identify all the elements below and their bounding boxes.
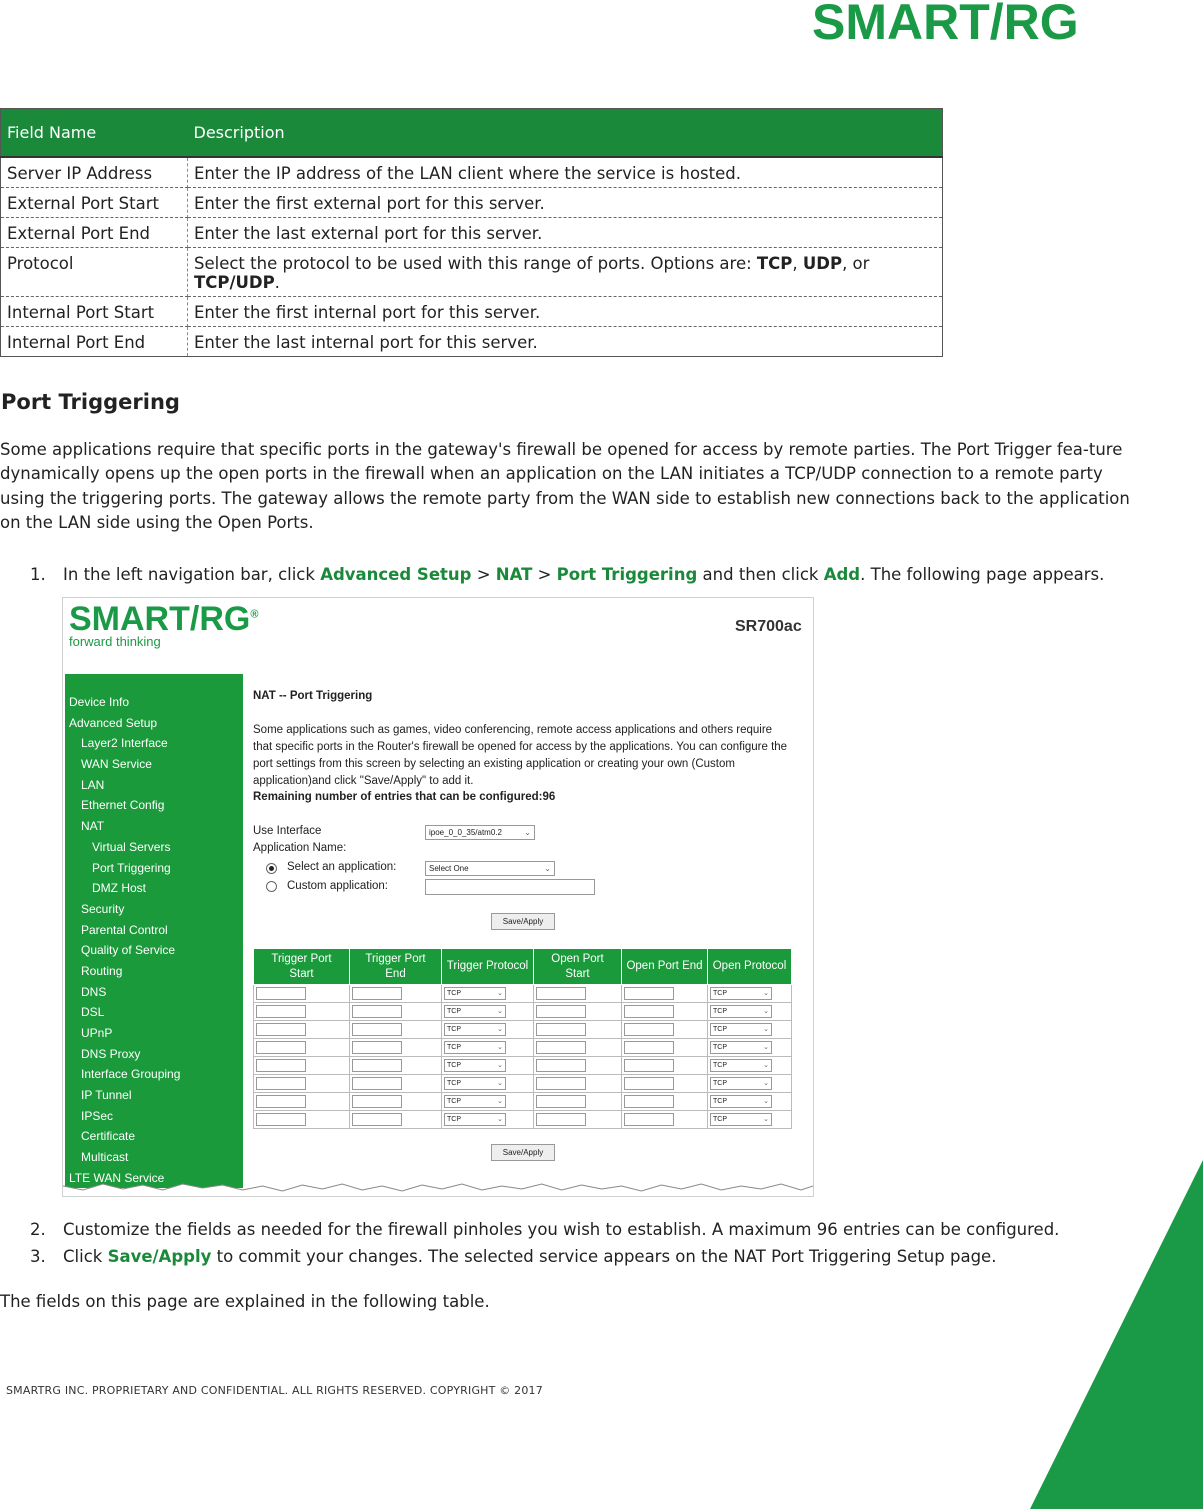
- trigger-cell: [350, 1003, 442, 1021]
- protocol-select[interactable]: [444, 1113, 506, 1126]
- trigger-cell: [534, 1057, 622, 1075]
- port-input[interactable]: [256, 1113, 306, 1126]
- protocol-value: TCP: [447, 990, 461, 997]
- protocol-select[interactable]: [444, 987, 506, 1000]
- trigger-cell: [254, 1111, 350, 1129]
- port-input[interactable]: [256, 1077, 306, 1090]
- chevron-down-icon: ⌄: [763, 1116, 769, 1123]
- trigger-cell: [254, 1003, 350, 1021]
- protocol-value: TCP: [447, 1008, 461, 1015]
- trigger-table-row: [254, 1003, 792, 1021]
- trigger-table-row: [254, 1039, 792, 1057]
- port-input[interactable]: [256, 1041, 306, 1054]
- use-interface-select[interactable]: [425, 825, 535, 840]
- nav-item[interactable]: DNS: [81, 984, 107, 999]
- nav-item[interactable]: DMZ Host: [92, 881, 146, 896]
- port-input[interactable]: [536, 1041, 586, 1054]
- protocol-value: TCP: [713, 990, 727, 997]
- trigger-col-header: Open Protocol: [708, 949, 792, 985]
- trigger-table-row: [254, 985, 792, 1003]
- trigger-col-header: Open Port Start: [534, 949, 622, 985]
- port-input[interactable]: [256, 1023, 306, 1036]
- trigger-cell: [442, 1057, 534, 1075]
- trigger-cell: [350, 1093, 442, 1111]
- chevron-down-icon: ⌄: [497, 1080, 503, 1087]
- nav-item[interactable]: Device Info: [69, 695, 130, 709]
- table-header-row: [1, 109, 943, 157]
- chevron-down-icon: ⌄: [497, 1008, 503, 1015]
- trigger-table-row: [254, 1021, 792, 1039]
- router-page-title: NAT -- Port Triggering: [253, 690, 373, 702]
- port-input[interactable]: [536, 1059, 586, 1072]
- port-input[interactable]: [352, 1077, 402, 1090]
- separator: >: [471, 565, 496, 584]
- port-input[interactable]: [624, 1023, 674, 1036]
- custom-app-radio[interactable]: [266, 881, 277, 892]
- step-1: [30, 565, 1104, 585]
- protocol-value: TCP: [713, 1080, 727, 1087]
- brand-logo: SMART/RG: [812, 0, 1079, 50]
- port-input[interactable]: [624, 1095, 674, 1108]
- trigger-cell: [350, 985, 442, 1003]
- option-tcp: TCP: [756, 253, 793, 273]
- protocol-value: TCP: [713, 1116, 727, 1123]
- nav-item[interactable]: Routing: [81, 963, 123, 978]
- trigger-cell: [708, 1057, 792, 1075]
- step-text: to commit your changes. The selected service appears on the NAT Port Triggering Setup page.: [211, 1247, 997, 1266]
- port-input[interactable]: [536, 1095, 586, 1108]
- trigger-cell: [708, 1111, 792, 1129]
- trigger-cell: [254, 1075, 350, 1093]
- use-interface-label: Use Interface: [253, 825, 322, 837]
- port-input[interactable]: [624, 1113, 674, 1126]
- nav-item[interactable]: DSL: [81, 1005, 105, 1020]
- table-row: [1, 157, 943, 188]
- table-row: [1, 187, 943, 217]
- trigger-cell: [622, 1021, 708, 1039]
- separator: ,: [792, 253, 803, 273]
- trigger-cell: [442, 1093, 534, 1111]
- nav-item[interactable]: IP Tunnel: [81, 1088, 132, 1103]
- nav-item[interactable]: Security: [81, 901, 125, 916]
- section-paragraph: Some applications require that specific ports in the gateway's firewall be opened for access by remote parties. The Port Trigger fea-ture dynamically opens up the open ports in the firewall when an application on the LAN initiates a TCP/UDP connection to a remote party using the triggering ports. The gateway allows the remote party from the WAN side to establish new connections back to the application on the LAN side using the Open Ports.: [0, 440, 1130, 533]
- nav-item[interactable]: Certificate: [81, 1129, 136, 1144]
- nav-item[interactable]: Multicast: [81, 1150, 129, 1165]
- option-tcp-udp: TCP/UDP: [194, 272, 275, 292]
- router-nav: [65, 674, 243, 1188]
- field-desc-cell: Enter the last external port for this server.: [188, 217, 943, 247]
- select-app-radio[interactable]: [266, 863, 277, 874]
- table-row: [1, 217, 943, 247]
- port-input[interactable]: [536, 1113, 586, 1126]
- field-description-table: [0, 108, 943, 357]
- step-3: [30, 1247, 996, 1267]
- nav-item[interactable]: Virtual Servers: [92, 839, 171, 854]
- field-desc-cell: Enter the last internal port for this server.: [194, 332, 538, 352]
- trigger-cell: [534, 1003, 622, 1021]
- step-text: . The following page appears.: [860, 565, 1105, 584]
- protocol-select[interactable]: [710, 987, 772, 1000]
- chevron-down-icon: ⌄: [763, 1026, 769, 1033]
- field-name-cell: External Port Start: [1, 187, 188, 217]
- trigger-col-header: Trigger Protocol: [442, 949, 534, 985]
- chevron-down-icon: ⌄: [763, 1080, 769, 1087]
- port-input[interactable]: [536, 1077, 586, 1090]
- chevron-down-icon: ⌄: [497, 1026, 503, 1033]
- trigger-cell: [350, 1057, 442, 1075]
- table-row: [1, 296, 943, 326]
- nav-item[interactable]: Layer2 Interface: [81, 736, 168, 751]
- column-header-field-name: Field Name: [1, 109, 188, 157]
- trigger-table-row: [254, 1093, 792, 1111]
- protocol-select[interactable]: [710, 1095, 772, 1108]
- select-app-dropdown[interactable]: [425, 861, 555, 876]
- trigger-cell: [622, 1093, 708, 1111]
- port-input[interactable]: [256, 1005, 306, 1018]
- trigger-header-row: [254, 949, 792, 985]
- trigger-cell: [534, 1111, 622, 1129]
- port-input[interactable]: [624, 1005, 674, 1018]
- protocol-value: TCP: [447, 1044, 461, 1051]
- select-app-label: Select an application:: [287, 861, 397, 873]
- remaining-entries: Remaining number of entries that can be configured:96: [253, 791, 556, 803]
- trigger-cell: [622, 1057, 708, 1075]
- port-input[interactable]: [352, 1095, 402, 1108]
- port-input[interactable]: [536, 1023, 586, 1036]
- closing-sentence: The fields on this page are explained in the following table.: [0, 1292, 490, 1311]
- nav-item[interactable]: UPnP: [81, 1026, 113, 1040]
- trigger-cell: [350, 1111, 442, 1129]
- save-apply-button-bottom[interactable]: Save/Apply: [491, 1144, 555, 1161]
- nav-item[interactable]: Parental Control: [81, 922, 168, 937]
- protocol-value: TCP: [447, 1062, 461, 1069]
- protocol-select[interactable]: [710, 1059, 772, 1072]
- chevron-down-icon: ⌄: [497, 1044, 503, 1051]
- nav-item[interactable]: Port Triggering: [92, 860, 171, 875]
- nav-item[interactable]: Interface Grouping: [81, 1067, 181, 1082]
- table-row: [1, 326, 943, 356]
- chevron-down-icon: ⌄: [763, 1044, 769, 1051]
- registered-mark: ®: [250, 608, 259, 621]
- field-name-cell: Server IP Address: [1, 157, 188, 188]
- port-input[interactable]: [352, 1023, 402, 1036]
- field-desc-cell: Enter the first external port for this server.: [188, 187, 943, 217]
- nav-item[interactable]: Ethernet Config: [81, 798, 165, 813]
- trigger-col-header: Trigger Port End: [350, 949, 442, 985]
- chevron-down-icon: ⌄: [763, 990, 769, 997]
- port-input[interactable]: [352, 1113, 402, 1126]
- chevron-down-icon: ⌄: [497, 1062, 503, 1069]
- port-input[interactable]: [352, 1059, 402, 1072]
- save-apply-button-top[interactable]: Save/Apply: [491, 913, 555, 930]
- port-input[interactable]: [352, 987, 402, 1000]
- link-nat[interactable]: NAT: [495, 565, 533, 584]
- nav-item[interactable]: Quality of Service: [81, 943, 176, 958]
- port-trigger-table: [253, 948, 792, 1129]
- port-input[interactable]: [536, 1005, 586, 1018]
- app-name-label: Application Name:: [253, 842, 347, 854]
- protocol-value: TCP: [447, 1026, 461, 1033]
- link-port-triggering[interactable]: Port Triggering: [556, 565, 698, 584]
- protocol-select[interactable]: [710, 1077, 772, 1090]
- step-number: 3.: [30, 1247, 46, 1266]
- trigger-cell: [622, 1039, 708, 1057]
- port-input[interactable]: [256, 987, 306, 1000]
- chevron-down-icon: ⌄: [763, 1098, 769, 1105]
- trigger-cell: [350, 1075, 442, 1093]
- separator: , or: [842, 253, 870, 273]
- table-row: [1, 247, 943, 296]
- protocol-select[interactable]: [444, 1077, 506, 1090]
- use-interface-value: ipoe_0_0_35/atm0.2: [429, 828, 502, 837]
- trigger-table-body: [254, 985, 792, 1129]
- nav-item[interactable]: IPSec: [81, 1108, 114, 1123]
- port-input[interactable]: [624, 1077, 674, 1090]
- chevron-down-icon: ⌄: [763, 1062, 769, 1069]
- trigger-cell: [442, 1021, 534, 1039]
- port-input[interactable]: [352, 1041, 402, 1054]
- protocol-select[interactable]: [710, 1023, 772, 1036]
- protocol-value: TCP: [713, 1008, 727, 1015]
- trigger-cell: [442, 1075, 534, 1093]
- protocol-value: TCP: [713, 1026, 727, 1033]
- trigger-cell: [708, 985, 792, 1003]
- sentence-end: .: [274, 272, 280, 292]
- router-tagline: forward thinking: [69, 634, 161, 649]
- trigger-cell: [254, 1021, 350, 1039]
- chevron-down-icon: ⌄: [524, 828, 531, 837]
- protocol-select[interactable]: [710, 1113, 772, 1126]
- trigger-table-row: [254, 1075, 792, 1093]
- column-header-description: Description: [188, 109, 943, 157]
- port-input[interactable]: [624, 1041, 674, 1054]
- protocol-value: TCP: [447, 1116, 461, 1123]
- chevron-down-icon: ⌄: [497, 1098, 503, 1105]
- custom-app-label: Custom application:: [287, 880, 388, 892]
- trigger-cell: [534, 1093, 622, 1111]
- trigger-cell: [254, 1039, 350, 1057]
- select-app-value: Select One: [429, 864, 469, 873]
- trigger-col-header: Trigger Port Start: [254, 949, 350, 985]
- protocol-select[interactable]: [444, 1005, 506, 1018]
- port-input[interactable]: [624, 1059, 674, 1072]
- port-input[interactable]: [624, 987, 674, 1000]
- protocol-select[interactable]: [444, 1023, 506, 1036]
- protocol-select[interactable]: [710, 1005, 772, 1018]
- link-advanced-setup[interactable]: Advanced Setup: [320, 565, 472, 584]
- trigger-cell: [254, 985, 350, 1003]
- port-input[interactable]: [536, 987, 586, 1000]
- field-name-cell: Internal Port Start: [1, 296, 188, 326]
- trigger-cell: [534, 1021, 622, 1039]
- trigger-cell: [622, 1003, 708, 1021]
- trigger-cell: [534, 1075, 622, 1093]
- trigger-col-header: Open Port End: [622, 949, 708, 985]
- trigger-cell: [442, 985, 534, 1003]
- protocol-select[interactable]: [444, 1059, 506, 1072]
- step-text: Customize the fields as needed for the firewall pinholes you wish to establish. A maximum 96 entries can be configured.: [63, 1220, 1060, 1239]
- trigger-cell: [708, 1039, 792, 1057]
- router-logo-text: SMART/RG: [69, 600, 251, 638]
- link-save-apply[interactable]: Save/Apply: [107, 1247, 212, 1266]
- router-screenshot: [62, 597, 814, 1197]
- protocol-select[interactable]: [444, 1041, 506, 1054]
- field-desc-cell: Enter the first internal port for this server.: [188, 296, 943, 326]
- trigger-cell: [350, 1021, 442, 1039]
- step-2: [30, 1220, 1059, 1240]
- protocol-select[interactable]: [444, 1095, 506, 1108]
- step-number: 1.: [30, 565, 46, 584]
- protocol-desc-text: Select the protocol to be used with this range of ports. Options are:: [194, 253, 757, 273]
- trigger-cell: [708, 1003, 792, 1021]
- section-heading: Port Triggering: [1, 390, 180, 414]
- field-name-cell: Internal Port End: [1, 326, 188, 356]
- trigger-cell: [442, 1039, 534, 1057]
- protocol-value: TCP: [447, 1080, 461, 1087]
- protocol-select[interactable]: [710, 1041, 772, 1054]
- trigger-cell: [534, 1039, 622, 1057]
- step-text: Click: [63, 1247, 108, 1266]
- trigger-cell: [350, 1039, 442, 1057]
- trigger-cell: [708, 1093, 792, 1111]
- port-input[interactable]: [256, 1059, 306, 1072]
- nav-item[interactable]: NAT: [81, 819, 105, 834]
- nav-item[interactable]: LTE WAN Service: [69, 1170, 165, 1185]
- nav-item[interactable]: DNS Proxy: [81, 1046, 141, 1061]
- field-name-cell: External Port End: [1, 217, 188, 247]
- trigger-cell: [254, 1093, 350, 1111]
- corner-decoration: [1030, 1160, 1203, 1509]
- torn-edge: [63, 1178, 813, 1196]
- chevron-down-icon: ⌄: [497, 1116, 503, 1123]
- option-udp: UDP: [802, 253, 843, 273]
- footer-copyright: SMARTRG INC. PROPRIETARY AND CONFIDENTIAL. ALL RIGHTS RESERVED. COPYRIGHT © 2017: [6, 1384, 543, 1397]
- step-number: 2.: [30, 1220, 46, 1239]
- protocol-value: TCP: [713, 1044, 727, 1051]
- chevron-down-icon: ⌄: [544, 864, 551, 873]
- router-model: SR700ac: [735, 618, 802, 635]
- step-text: In the left navigation bar, click: [63, 565, 321, 584]
- protocol-value: TCP: [713, 1098, 727, 1105]
- field-desc-cell: [188, 247, 943, 296]
- trigger-cell: [534, 985, 622, 1003]
- trigger-cell: [254, 1057, 350, 1075]
- link-add[interactable]: Add: [823, 565, 861, 584]
- trigger-cell: [442, 1003, 534, 1021]
- trigger-cell: [622, 1075, 708, 1093]
- router-page-description: Some applications such as games, video conferencing, remote access applications and others require that specific ports in the Router's firewall be opened for access by the applications. You can configure the port settings from this screen by selecting an existing application or creating your own (Custom application)and click "Save/Apply" to add it.: [253, 724, 788, 787]
- trigger-cell: [708, 1075, 792, 1093]
- nav-item[interactable]: Advanced Setup: [69, 715, 158, 730]
- field-name-cell: Protocol: [1, 247, 188, 296]
- nav-item[interactable]: LAN: [81, 777, 105, 792]
- trigger-cell: [708, 1021, 792, 1039]
- trigger-cell: [622, 1111, 708, 1129]
- protocol-value: TCP: [447, 1098, 461, 1105]
- separator: >: [532, 565, 557, 584]
- trigger-table-row: [254, 1057, 792, 1075]
- step-text: and then click: [697, 565, 824, 584]
- trigger-cell: [442, 1111, 534, 1129]
- custom-app-input[interactable]: [425, 879, 595, 895]
- field-desc-cell: Enter the IP address of the LAN client where the service is hosted.: [188, 157, 943, 188]
- port-input[interactable]: [352, 1005, 402, 1018]
- port-input[interactable]: [256, 1095, 306, 1108]
- chevron-down-icon: ⌄: [763, 1008, 769, 1015]
- trigger-table-row: [254, 1111, 792, 1129]
- chevron-down-icon: ⌄: [497, 990, 503, 997]
- protocol-value: TCP: [713, 1062, 727, 1069]
- trigger-cell: [622, 985, 708, 1003]
- nav-item[interactable]: WAN Service: [81, 757, 152, 772]
